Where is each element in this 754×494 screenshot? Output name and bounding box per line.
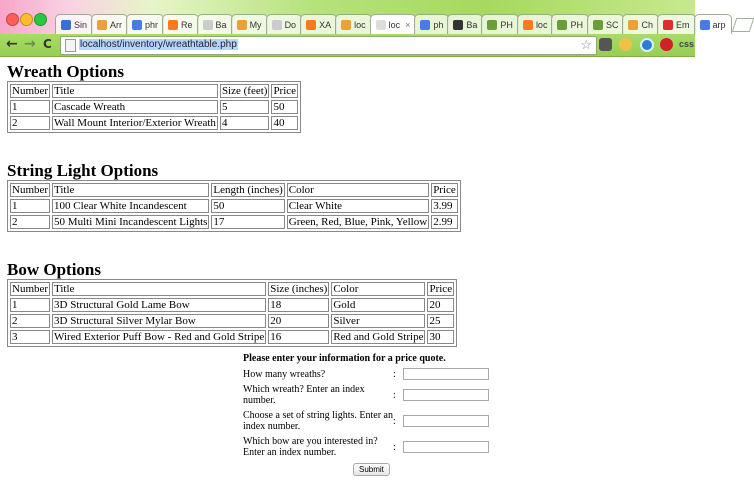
tab-favicon-icon bbox=[376, 20, 386, 30]
table-row bbox=[10, 298, 454, 312]
column-header: Title bbox=[52, 84, 218, 98]
table-header-row bbox=[10, 84, 298, 98]
table-cell: 3D Structural Silver Mylar Bow bbox=[52, 314, 266, 328]
table-cell: 20 bbox=[268, 314, 329, 328]
form-title: Please enter your information for a price quote. bbox=[243, 353, 446, 364]
browser-tab-bar bbox=[0, 0, 726, 34]
column-header: Number bbox=[12, 85, 49, 97]
tab-favicon-icon bbox=[61, 20, 71, 30]
field-colon: : bbox=[393, 415, 396, 427]
column-header: Size (feet) bbox=[221, 85, 268, 97]
column-header: Color bbox=[287, 183, 429, 197]
table-cell: 2 bbox=[10, 116, 50, 130]
table-cell: 2 bbox=[10, 314, 50, 328]
table-cell: 4 bbox=[220, 116, 270, 130]
form-row bbox=[243, 436, 489, 458]
column-header: Price bbox=[433, 184, 456, 196]
tab-label: Sin bbox=[74, 19, 88, 30]
tab-label: My bbox=[249, 19, 262, 30]
field-label: Which wreath? Enter an index number. bbox=[243, 384, 365, 406]
tab-label: loc bbox=[354, 19, 366, 30]
quote-input-field[interactable] bbox=[403, 441, 489, 453]
table-cell: 2 bbox=[10, 215, 50, 229]
browser-tab[interactable] bbox=[91, 14, 128, 34]
browser-tab[interactable] bbox=[447, 14, 483, 34]
tab-label: phr bbox=[145, 19, 159, 30]
browser-tab[interactable] bbox=[55, 14, 93, 34]
tab-favicon-icon bbox=[628, 20, 638, 30]
field-colon: : bbox=[393, 389, 396, 401]
tab-label: Re bbox=[181, 19, 193, 30]
string-light-table bbox=[7, 180, 461, 232]
url-text[interactable]: localhost/inventory/wreathtable.php bbox=[80, 39, 237, 50]
browser-tab[interactable] bbox=[197, 14, 233, 34]
table-cell: 40 bbox=[271, 116, 298, 130]
tab-favicon-icon bbox=[97, 20, 107, 30]
tab-label: ph bbox=[433, 19, 444, 30]
tab-label: XA bbox=[319, 19, 332, 30]
page-icon bbox=[65, 39, 76, 52]
window-minimize-button[interactable] bbox=[20, 13, 33, 26]
bow-table bbox=[7, 279, 457, 347]
bookmark-star-icon[interactable]: ☆ bbox=[580, 37, 592, 52]
table-row bbox=[10, 100, 298, 114]
browser-tab[interactable] bbox=[266, 14, 303, 34]
bow-heading: Bow Options bbox=[7, 260, 101, 279]
browser-tab[interactable] bbox=[414, 14, 449, 34]
table-cell: 50 bbox=[211, 199, 284, 213]
column-header: Size (inches) bbox=[270, 283, 328, 295]
table-cell: 50 Multi Mini Incandescent Lights bbox=[54, 216, 208, 228]
browser-tab[interactable] bbox=[517, 14, 554, 34]
address-bar[interactable] bbox=[60, 36, 597, 55]
tab-favicon-icon bbox=[523, 20, 533, 30]
column-header: Number bbox=[12, 283, 49, 295]
field-colon: : bbox=[393, 441, 396, 453]
column-header: Price bbox=[273, 85, 297, 97]
wreath-heading: Wreath Options bbox=[7, 62, 124, 81]
forward-button[interactable]: → bbox=[24, 36, 36, 52]
extension-icon[interactable] bbox=[619, 38, 632, 51]
tab-label: Do bbox=[284, 19, 297, 30]
table-cell: Red and Gold Stripe bbox=[333, 331, 424, 343]
table-cell: 17 bbox=[211, 215, 284, 229]
browser-tab[interactable] bbox=[370, 14, 417, 34]
tab-favicon-icon bbox=[453, 20, 463, 30]
tab-label: Ba bbox=[466, 19, 478, 30]
table-cell: Wall Mount Interior/Exterior Wreath bbox=[54, 117, 216, 129]
table-cell: 1 bbox=[10, 199, 50, 213]
tab-close-icon[interactable]: × bbox=[405, 19, 411, 30]
quote-input-field[interactable] bbox=[403, 368, 489, 380]
string-light-heading: String Light Options bbox=[7, 161, 159, 180]
table-cell: 3 bbox=[10, 330, 50, 344]
table-cell: 18 bbox=[268, 298, 329, 312]
tab-favicon-icon bbox=[168, 20, 178, 30]
field-label: Which bow are you interested in? Enter an index number. bbox=[243, 436, 378, 458]
browser-tab[interactable] bbox=[126, 14, 164, 34]
new-tab-button[interactable] bbox=[731, 18, 754, 32]
css-extension-label[interactable]: css bbox=[679, 39, 695, 49]
table-cell: Wired Exterior Puff Bow - Red and Gold Stripe bbox=[54, 331, 265, 343]
table-cell: Gold bbox=[331, 298, 425, 312]
pocket-extension-icon[interactable] bbox=[599, 38, 612, 51]
tab-favicon-icon bbox=[593, 20, 603, 30]
table-cell: 16 bbox=[268, 330, 329, 344]
browser-tab[interactable] bbox=[231, 14, 268, 34]
table-row bbox=[10, 116, 298, 130]
tab-favicon-icon bbox=[700, 20, 710, 30]
table-cell: 1 bbox=[10, 298, 50, 312]
table-cell: Silver bbox=[331, 314, 425, 328]
tab-favicon-icon bbox=[203, 20, 213, 30]
wreath-table bbox=[7, 81, 301, 133]
browser-tab[interactable] bbox=[481, 14, 519, 34]
submit-button[interactable]: Submit bbox=[353, 463, 390, 476]
browser-tab[interactable] bbox=[162, 14, 199, 34]
tab-favicon-icon bbox=[420, 20, 430, 30]
browser-tab[interactable] bbox=[694, 14, 732, 34]
price-quote-form bbox=[243, 353, 489, 476]
browser-tab[interactable] bbox=[622, 14, 659, 34]
column-header: Number bbox=[12, 184, 49, 196]
tab-favicon-icon bbox=[237, 20, 247, 30]
tab-favicon-icon bbox=[557, 20, 567, 30]
browser-toolbar bbox=[0, 34, 695, 57]
table-cell: 50 bbox=[271, 100, 298, 114]
browser-tab[interactable] bbox=[587, 14, 625, 34]
table-cell: 2.99 bbox=[431, 215, 458, 229]
window-close-button[interactable] bbox=[6, 13, 19, 26]
form-row bbox=[243, 368, 489, 380]
table-header-row bbox=[10, 282, 454, 296]
column-header: Title bbox=[52, 282, 266, 296]
tab-favicon-icon bbox=[663, 20, 673, 30]
column-header: Title bbox=[52, 183, 209, 197]
tab-label: Arr bbox=[110, 19, 123, 30]
reload-button[interactable]: C bbox=[43, 37, 52, 51]
form-row bbox=[243, 384, 489, 406]
browser-tab[interactable] bbox=[300, 14, 337, 34]
table-cell: 20 bbox=[427, 298, 454, 312]
tab-label: arp bbox=[712, 19, 726, 30]
tab-favicon-icon bbox=[132, 20, 142, 30]
quote-input-field[interactable] bbox=[403, 389, 489, 401]
column-header: Length (inches) bbox=[213, 184, 283, 196]
window-zoom-button[interactable] bbox=[34, 13, 47, 26]
pinterest-icon[interactable] bbox=[660, 38, 673, 51]
tab-favicon-icon bbox=[487, 20, 497, 30]
quote-input-field[interactable] bbox=[403, 415, 489, 427]
table-cell: 30 bbox=[427, 330, 454, 344]
field-label: How many wreaths? bbox=[243, 368, 326, 380]
column-header: Color bbox=[331, 282, 425, 296]
table-cell: Clear White bbox=[287, 199, 429, 213]
browser-tab[interactable] bbox=[551, 14, 589, 34]
tab-label: Ch bbox=[641, 19, 653, 30]
tab-favicon-icon bbox=[306, 20, 316, 30]
table-row bbox=[10, 199, 458, 213]
table-cell: 100 Clear White Incandescent bbox=[52, 199, 209, 213]
table-row bbox=[10, 215, 458, 229]
field-label: Choose a set of string lights. Enter an index number. bbox=[243, 410, 393, 432]
field-colon: : bbox=[393, 368, 396, 380]
back-button[interactable]: ← bbox=[6, 36, 18, 52]
tab-label: Em bbox=[676, 19, 690, 30]
browser-tab[interactable] bbox=[335, 14, 372, 34]
tab-favicon-icon bbox=[341, 20, 351, 30]
table-cell: 3D Structural Gold Lame Bow bbox=[52, 298, 266, 312]
tab-label: Ba bbox=[215, 19, 227, 30]
table-row bbox=[10, 330, 454, 344]
tab-label: SC bbox=[605, 19, 619, 30]
table-cell: 5 bbox=[220, 100, 270, 114]
tab-label: PH bbox=[500, 19, 513, 30]
tab-strip bbox=[55, 14, 752, 34]
tab-label: PH bbox=[570, 19, 583, 30]
tab-favicon-icon bbox=[272, 20, 282, 30]
table-cell: Cascade Wreath bbox=[52, 100, 218, 114]
form-row bbox=[243, 410, 489, 432]
table-cell: 1 bbox=[10, 100, 50, 114]
table-header-row bbox=[10, 183, 458, 197]
table-cell: 3.99 bbox=[431, 199, 458, 213]
extension-circle-icon[interactable] bbox=[640, 38, 654, 52]
tab-label: loc bbox=[535, 19, 548, 30]
tab-label: loc bbox=[388, 19, 401, 30]
table-row bbox=[10, 314, 454, 328]
table-cell: 25 bbox=[427, 314, 454, 328]
browser-tab[interactable] bbox=[657, 14, 696, 34]
column-header: Price bbox=[429, 283, 453, 295]
page-content bbox=[7, 62, 461, 347]
table-cell: Green, Red, Blue, Pink, Yellow bbox=[288, 216, 428, 228]
